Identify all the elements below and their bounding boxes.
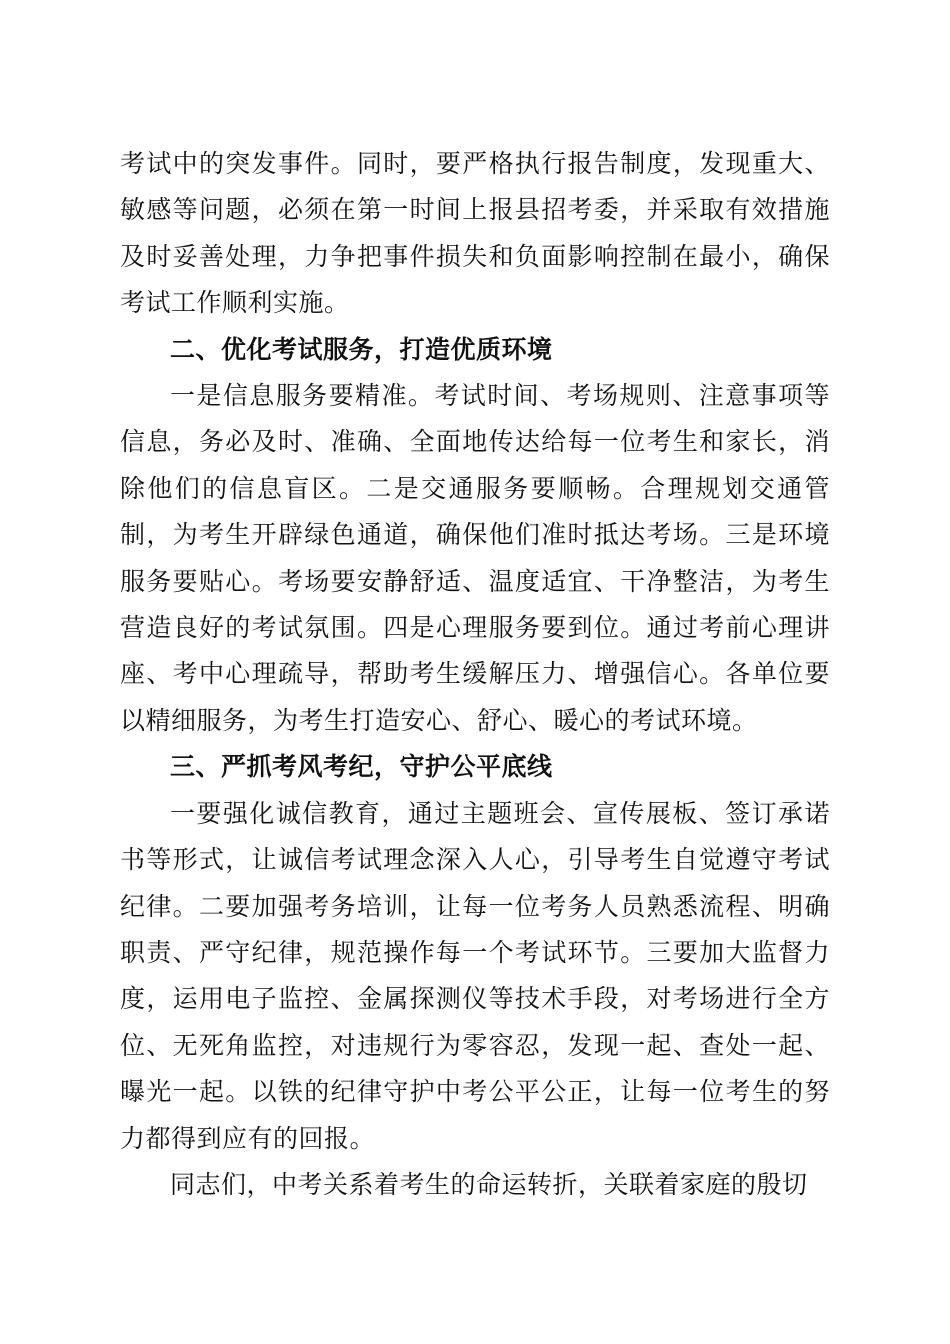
paragraph-discipline: 一要强化诚信教育，通过主题班会、宣传展板、签订承诺书等形式，让诚信考试理念深入人心，引导考生自觉遵守考试纪律。二要加强考务培训，让每一位考务人员熟悉流程、明确职责、严守纪律，规范操作每一个考试环节。三要加大监督力度，运用电子监控、金属探测仪等技术手段，对考场进行全方位、无死角监控，对违规行为零容忍，发现一起、查处一起、曝光一起。以铁的纪律守护中考公平公正，让每一位考生的努力都得到应有的回报。 xyxy=(120,798,830,1153)
paragraph-closing: 同志们，中考关系着考生的命运转折，关联着家庭的殷切 xyxy=(170,1169,808,1199)
paragraph-continuation: 考试中的突发事件。同时，要严格执行报告制度，发现重大、敏感等问题，必须在第一时间上报县招考委，并采取有效措施及时妥善处理，力争把事件损失和负面影响控制在最小，确保考试工作顺利实施。 xyxy=(120,149,830,318)
document-body xyxy=(120,141,830,1208)
section-heading-3: 三、严抓考风考纪，守护公平底线 xyxy=(170,752,553,782)
section-heading-2: 二、优化考试服务，打造优质环境 xyxy=(170,334,553,364)
paragraph-service: 一是信息服务要精准。考试时间、考场规则、注意事项等信息，务必及时、准确、全面地传达给每一位考生和家长，消除他们的信息盲区。二是交通服务要顺畅。合理规划交通管制，为考生开辟绿色通道，确保他们准时抵达考场。三是环境服务要贴心。考场要安静舒适、温度适宜、干净整洁，为考生营造良好的考试氛围。四是心理服务要到位。通过考前心理讲座、考中心理疏导，帮助考生缓解压力、增强信心。各单位要以精细服务，为考生打造安心、舒心、暖心的考试环境。 xyxy=(120,381,830,735)
